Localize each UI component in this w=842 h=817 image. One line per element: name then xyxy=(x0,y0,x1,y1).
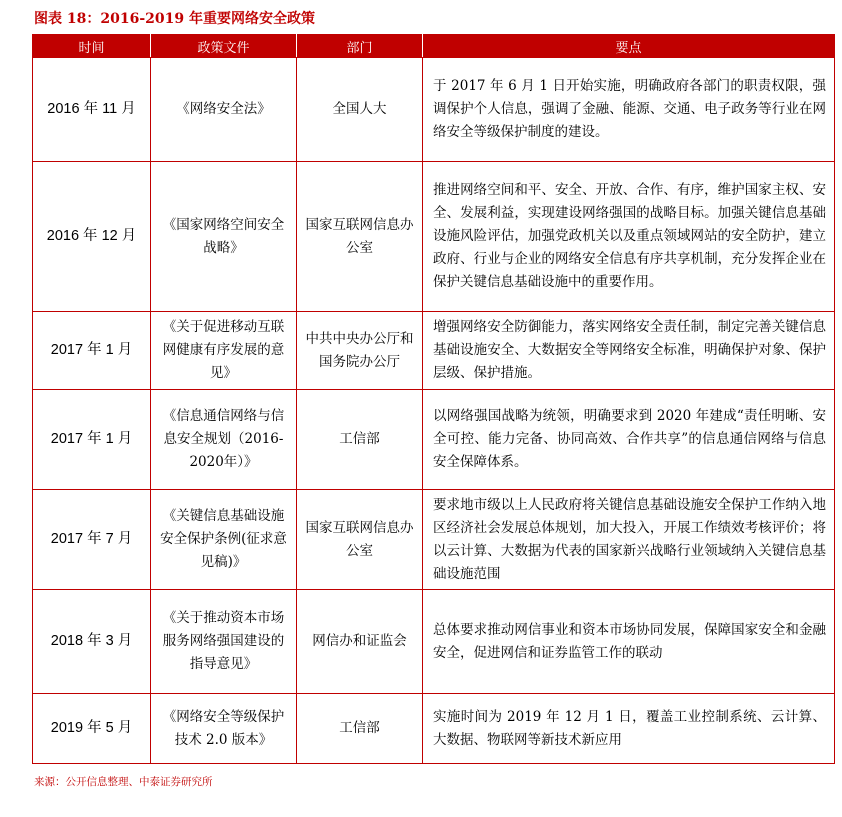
table-row xyxy=(33,162,835,312)
table-row xyxy=(33,490,835,590)
cell-date: 2017 年 1 月 xyxy=(33,312,151,390)
cell-date: 2017 年 1 月 xyxy=(33,390,151,490)
header-time: 时间 xyxy=(33,35,151,58)
header-key-points: 要点 xyxy=(423,35,835,58)
cell-date: 2018 年 3 月 xyxy=(33,590,151,694)
table-header-row xyxy=(33,35,835,58)
cell-points: 以网络强国战略为统领，明确要求到 2020 年建成“责任明晰、安全可控、能力完备、协同高效、合作共享”的信息通信网络与信息安全保障体系。 xyxy=(423,390,835,490)
cell-points: 总体要求推动网信事业和资本市场协同发展，保障国家安全和金融安全，促进网信和证券监管工作的联动 xyxy=(423,590,835,694)
cell-department: 工信部 xyxy=(297,694,423,764)
header-department: 部门 xyxy=(297,35,423,58)
cell-document: 《网络安全等级保护技术 2.0 版本》 xyxy=(151,694,297,764)
table-row xyxy=(33,390,835,490)
figure-title: 图表 18：2016-2019 年重要网络安全政策 xyxy=(34,11,315,27)
cell-date: 2016 年 12 月 xyxy=(33,162,151,312)
cell-department: 全国人大 xyxy=(297,58,423,162)
table-row xyxy=(33,312,835,390)
cell-points: 实施时间为 2019 年 12 月 1 日，覆盖工业控制系统、云计算、大数据、物联网等新技术新应用 xyxy=(423,694,835,764)
cell-document: 《国家网络空间安全战略》 xyxy=(151,162,297,312)
cell-department: 国家互联网信息办公室 xyxy=(297,490,423,590)
cell-document: 《关于推动资本市场服务网络强国建设的指导意见》 xyxy=(151,590,297,694)
header-policy-document: 政策文件 xyxy=(151,35,297,58)
cell-department: 网信办和证监会 xyxy=(297,590,423,694)
cell-date: 2017 年 7 月 xyxy=(33,490,151,590)
cell-document: 《网络安全法》 xyxy=(151,58,297,162)
cell-department: 国家互联网信息办公室 xyxy=(297,162,423,312)
source-note: 来源：公开信息整理、中泰证券研究所 xyxy=(34,776,213,788)
cell-document: 《信息通信网络与信息安全规划（2016-2020年）》 xyxy=(151,390,297,490)
table-row xyxy=(33,58,835,162)
policy-table xyxy=(32,34,835,764)
cell-points: 增强网络安全防御能力，落实网络安全责任制，制定完善关键信息基础设施安全、大数据安全等网络安全标准，明确保护对象、保护层级、保护措施。 xyxy=(423,312,835,390)
cell-department: 工信部 xyxy=(297,390,423,490)
cell-points: 推进网络空间和平、安全、开放、合作、有序，维护国家主权、安全、发展利益，实现建设网络强国的战略目标。加强关键信息基础设施风险评估，加强党政机关以及重点领域网站的安全防护，建立政府、行业与企业的网络安全信息有序共享机制，充分发挥企业在保护关键信息基础设施中的重要作用。 xyxy=(423,162,835,312)
cell-document: 《关于促进移动互联网健康有序发展的意见》 xyxy=(151,312,297,390)
cell-department: 中共中央办公厅和国务院办公厅 xyxy=(297,312,423,390)
cell-document: 《关键信息基础设施安全保护条例(征求意见稿)》 xyxy=(151,490,297,590)
table-row xyxy=(33,590,835,694)
cell-date: 2019 年 5 月 xyxy=(33,694,151,764)
cell-points: 要求地市级以上人民政府将关键信息基础设施安全保护工作纳入地区经济社会发展总体规划，加大投入，开展工作绩效考核评价；将以云计算、大数据为代表的国家新兴战略行业领域纳入关键信息基础设施范围 xyxy=(423,490,835,590)
cell-points: 于 2017 年 6 月 1 日开始实施，明确政府各部门的职责权限，强调保护个人信息，强调了金融、能源、交通、电子政务等行业在网络安全等级保护制度的建设。 xyxy=(423,58,835,162)
cell-date: 2016 年 11 月 xyxy=(33,58,151,162)
table-row xyxy=(33,694,835,764)
